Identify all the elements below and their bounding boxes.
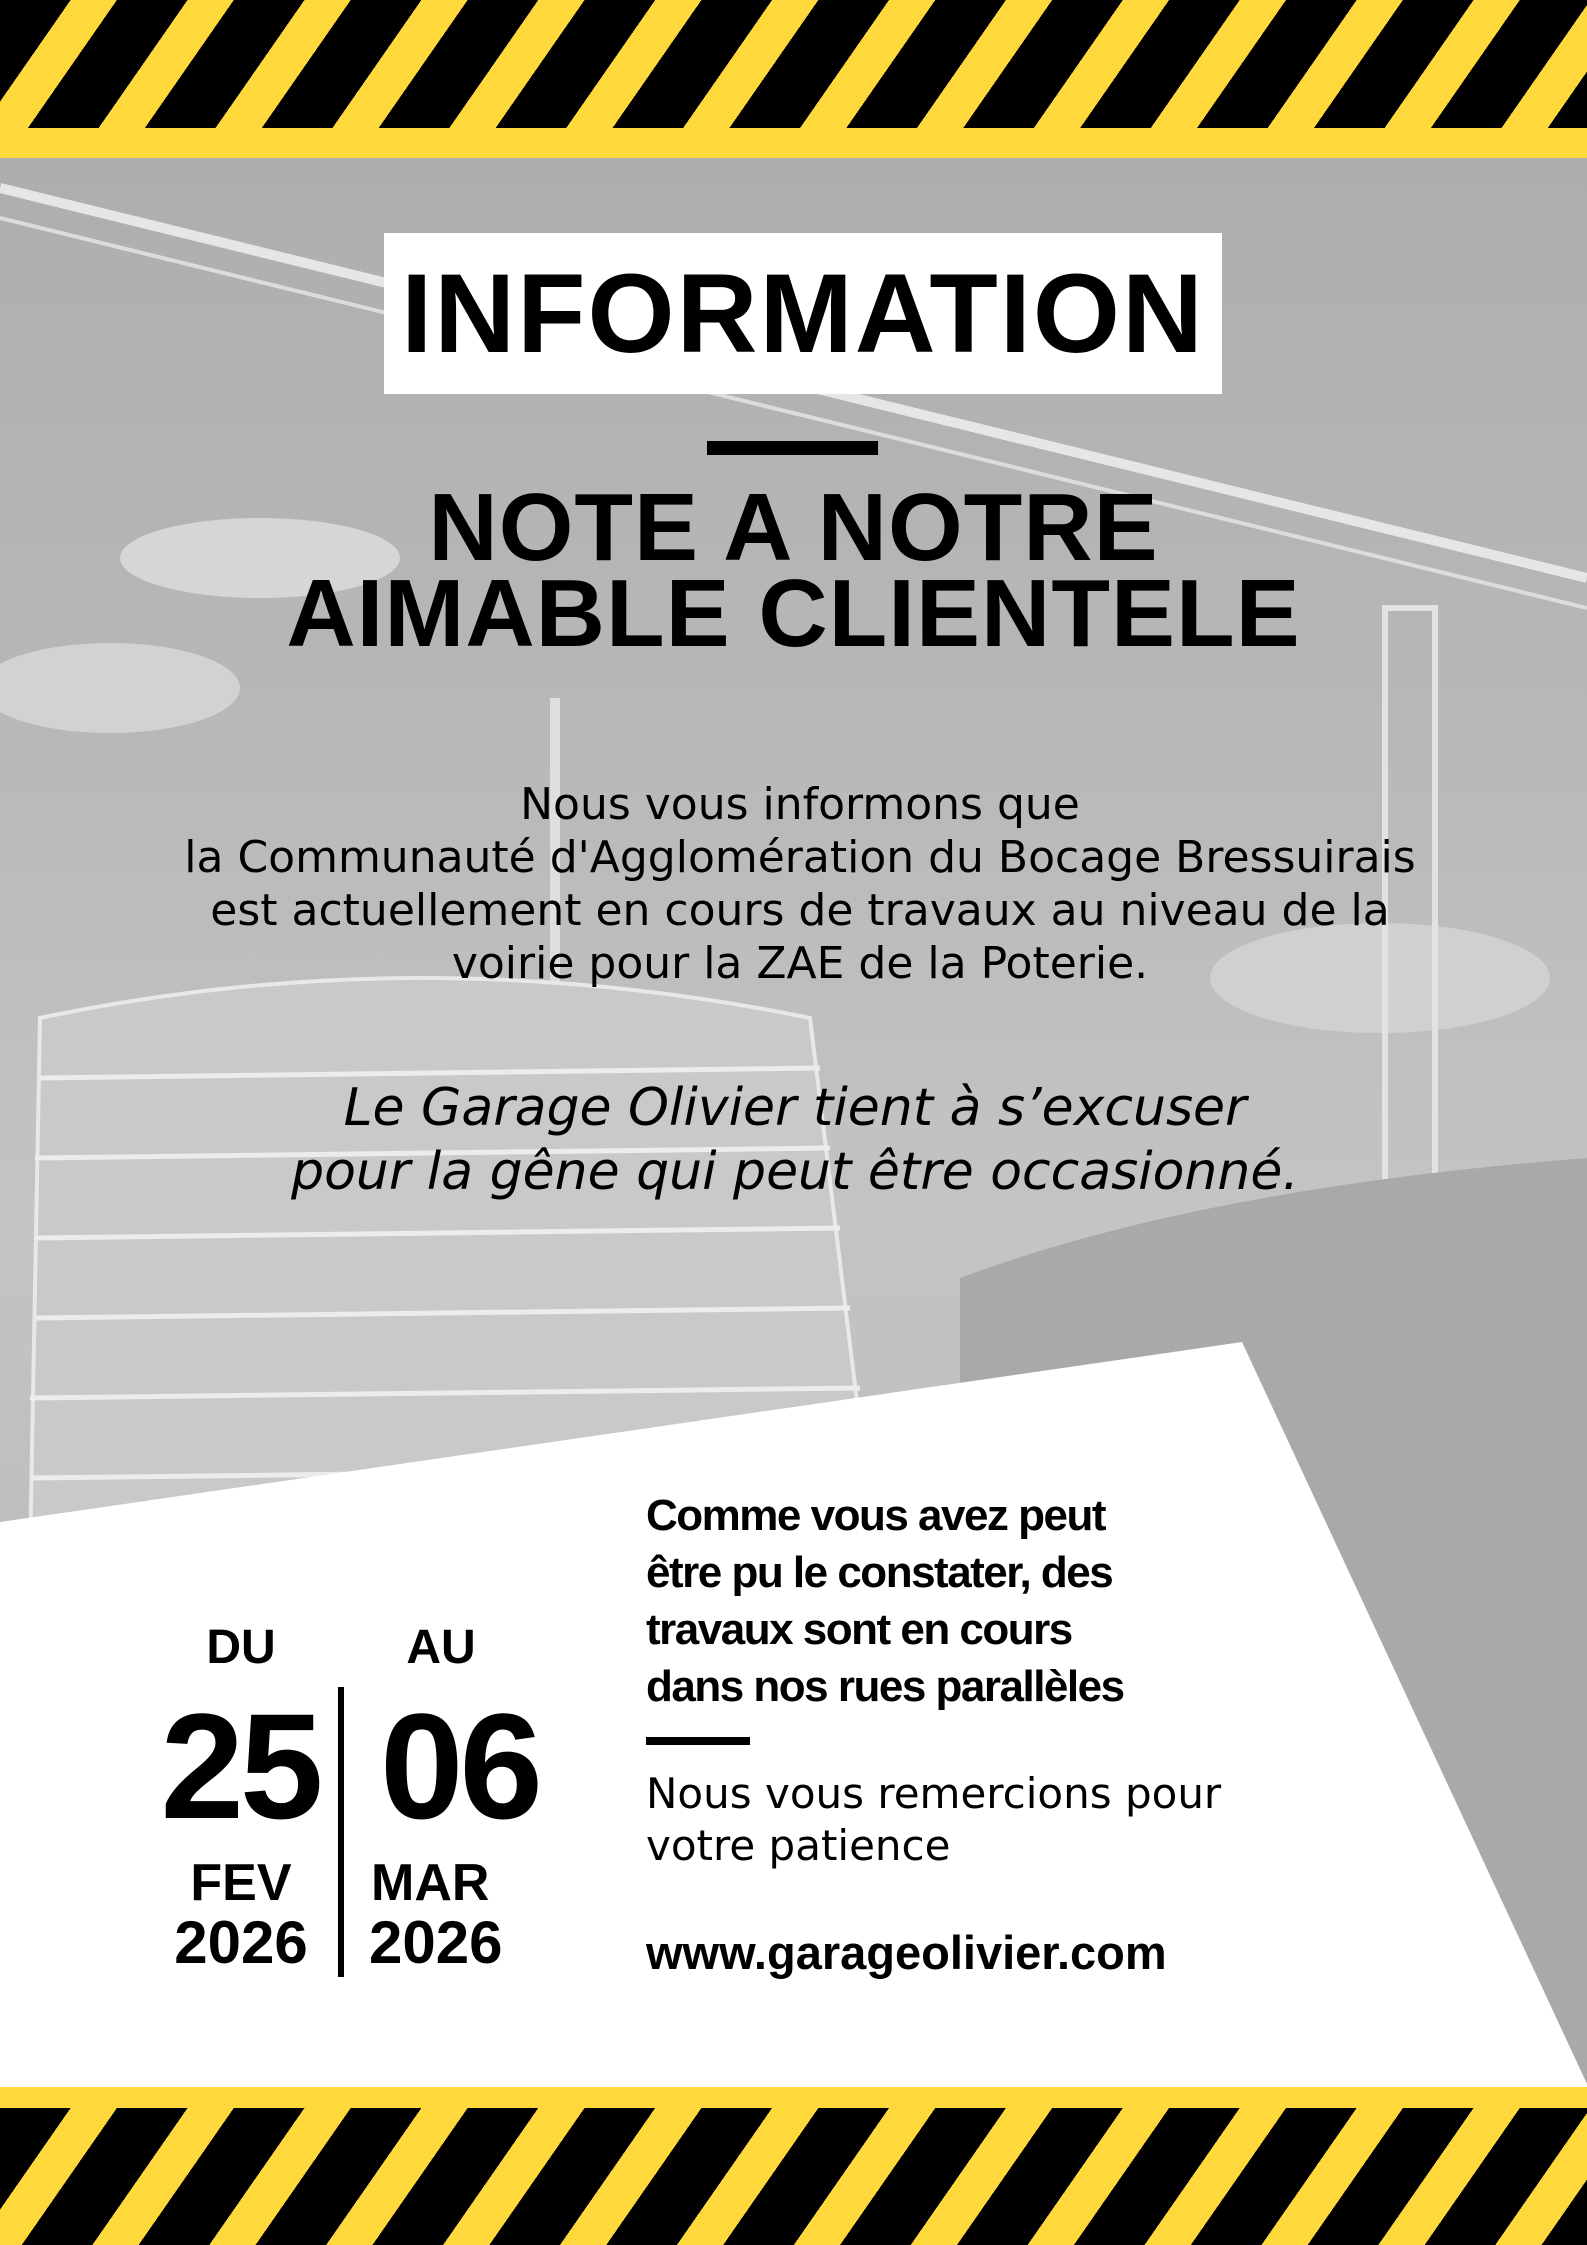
notice-divider (646, 1737, 750, 1745)
top-hazard-stripes (0, 0, 1587, 158)
from-day: 25 (160, 1682, 320, 1850)
to-day: 06 (380, 1682, 539, 1850)
notice-line: dans nos rues parallèles (646, 1662, 1124, 1711)
bottom-hazard-stripes (0, 2087, 1587, 2245)
thanks-line: Nous vous remercions pour (646, 1769, 1222, 1818)
title-line-1: NOTE A NOTRE (428, 474, 1159, 581)
works-notice (646, 1487, 1286, 1715)
thanks-message (646, 1768, 1286, 1872)
title-divider (707, 441, 878, 455)
apology-line-1: Le Garage Olivier tient à s’excuser (343, 1078, 1247, 1138)
to-label: AU (406, 1621, 476, 1674)
information-heading: INFORMATION (401, 251, 1205, 376)
message-line: est actuellement en cours de travaux au niveau de la (210, 885, 1390, 936)
message-line: la Communauté d'Agglomération du Bocage Bressuirais (184, 832, 1416, 883)
page-title (0, 474, 1587, 667)
apology-line-2: pour la gêne qui peut être occasionné. (291, 1142, 1299, 1202)
to-year: 2026 (369, 1909, 503, 1976)
message-line: Nous vous informons que (520, 779, 1080, 830)
to-month: MAR (371, 1854, 490, 1912)
title-line-2: AIMABLE CLIENTELE (286, 560, 1301, 667)
thanks-line: votre patience (646, 1821, 951, 1870)
from-year: 2026 (174, 1909, 308, 1976)
notice-line: travaux sont en cours (646, 1605, 1072, 1654)
from-label: DU (206, 1621, 276, 1674)
notice-line: être pu le constater, des (646, 1548, 1113, 1597)
website-link[interactable]: www.garageolivier.com (646, 1926, 1167, 1979)
from-month: FEV (190, 1854, 292, 1912)
notice-line: Comme vous avez peut (646, 1491, 1106, 1540)
information-badge (384, 233, 1222, 394)
apology-message (100, 1076, 1490, 1204)
information-message (60, 778, 1540, 990)
message-line: voirie pour la ZAE de la Poterie. (451, 938, 1149, 989)
